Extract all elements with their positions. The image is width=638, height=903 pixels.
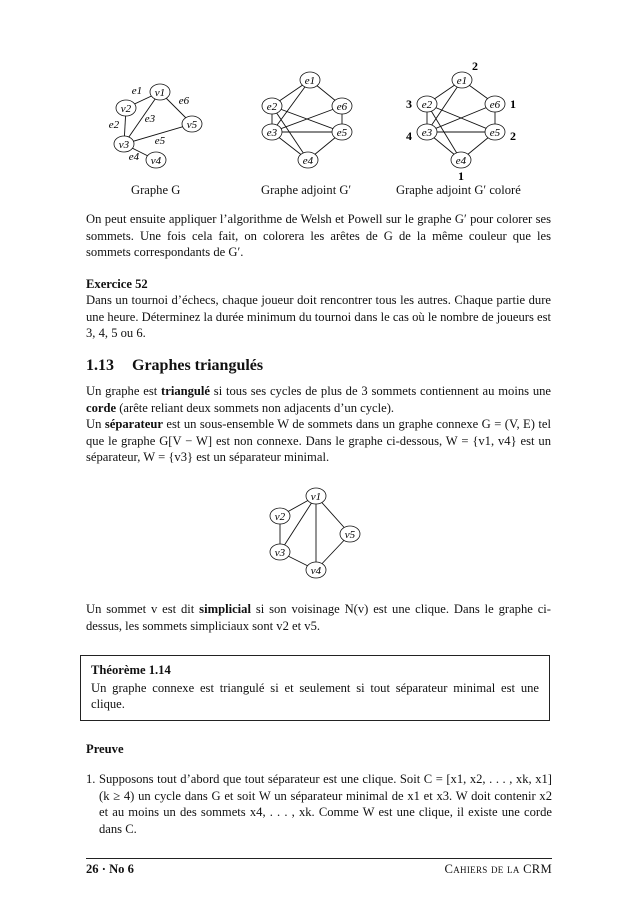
paragraph-definitions: Un graphe est triangulé si tous ses cycles de plus de 3 sommets contiennent au moins une corde (arête reliant deux sommets non adjacents d’un cycle). Un séparateur est un sous-ensemble W de sommets dans un graphe connexe G = (V, E) tel que le graphe G[V − W] est non connexe. Dans le graphe ci-dessous, W = {v1, v4} est un séparateur, W = {v3} est un séparateur minimal. [86,384,552,464]
paragraph-welsh-powell: On peut ensuite appliquer l’algorithme de Welsh et Powell sur le graphe G′ pour colorer ses sommets. Une fois cela fait, on colorera les arêtes de G de la même couleur que les sommets correspondants de G′. [86,212,551,259]
label-v3: v3 [118,139,130,151]
figure-colored-adjoint-graph [395,56,530,182]
label-v2: v2 [120,103,132,115]
term-simplicial: simplicial [199,602,251,616]
svg-text:v5: v5 [344,529,356,541]
proof-body: Supposons tout d’abord que tout séparateur est une clique. Soit C = [x1, x2, . . . , xk, x1] (k ≥ 4) un cycle dans G et soit W un séparateur minimal de x1 et x3. W doit contenir x2 et au moins un des sommets x4, . . . , xk. Comme W est une clique, il existe une corde dans C. [99,772,552,836]
term-triangule: triangulé [161,384,211,398]
section-number: 1.13 [86,357,114,374]
caption-graph-g: Graphe G [131,183,181,197]
list-marker: 1. [86,772,96,786]
svg-text:e2: e2 [421,99,433,111]
svg-text:e4: e4 [302,155,314,167]
label-e2: e2 [108,119,120,131]
paragraph-simplicial: Un sommet v est dit simplicial si son voisinage N(v) est une clique. Dans le graphe ci-dessus, les sommets simpliciaux sont v2 et v5. [86,602,551,633]
page-number: 26 · No 6 [86,862,134,876]
journal-name: Cahiers de la CRM [444,862,552,876]
caption-adjoint-graph: Graphe adjoint G′ [261,183,352,197]
term-corde: corde [86,400,117,415]
proof-item-1 [86,771,552,837]
color-e1: 2 [472,59,478,73]
figure-graph-g [100,74,220,174]
figure-separator-graph [258,484,370,582]
label-v5: v5 [186,119,198,131]
svg-text:e5: e5 [336,127,348,139]
svg-text:e5: e5 [489,127,501,139]
theorem-box [80,655,550,721]
color-e6: 1 [510,97,516,111]
label-v1: v1 [154,87,166,99]
color-e3: 4 [406,129,412,143]
term-separateur: séparateur [104,417,163,431]
color-e5: 2 [510,129,516,143]
label-e1: e1 [131,85,143,97]
svg-text:e6: e6 [336,101,348,113]
color-e2: 3 [406,97,412,111]
svg-text:v3: v3 [274,547,286,559]
svg-text:v1: v1 [310,491,322,503]
exercise-title: Exercice 52 [86,277,148,291]
caption-colored-graph: Graphe adjoint G′ coloré [396,183,521,197]
svg-text:v2: v2 [274,511,286,523]
svg-text:e1: e1 [456,75,468,87]
footer-rule [86,858,552,859]
label-v4: v4 [150,155,162,167]
theorem-body: Un graphe connexe est triangulé si et seulement si tout séparateur minimal est une clique. [91,681,539,711]
svg-text:e1: e1 [304,75,316,87]
section-title: Graphes triangulés [132,357,264,374]
svg-text:v4: v4 [310,565,322,577]
svg-text:e2: e2 [266,101,278,113]
exercise-body: Dans un tournoi d’échecs, chaque joueur doit rencontrer tous les autres. Chaque partie dure une heure. Déterminez la durée minimum du tournoi dans le cas où le nombre de joueurs est 3, 4, 5 ou 6. [86,293,551,340]
theorem-title: Théorème 1.14 [91,663,171,677]
label-e3: e3 [144,113,156,125]
svg-text:e3: e3 [421,127,433,139]
figure-adjoint-graph [255,64,365,174]
section-heading [86,357,263,375]
svg-text:e6: e6 [489,99,501,111]
color-e4: 1 [458,169,464,182]
svg-text:e4: e4 [455,155,467,167]
svg-text:e3: e3 [266,127,278,139]
label-e5: e5 [154,135,166,147]
proof-title: Preuve [86,742,124,756]
label-e4: e4 [128,151,140,163]
label-e6: e6 [178,95,190,107]
